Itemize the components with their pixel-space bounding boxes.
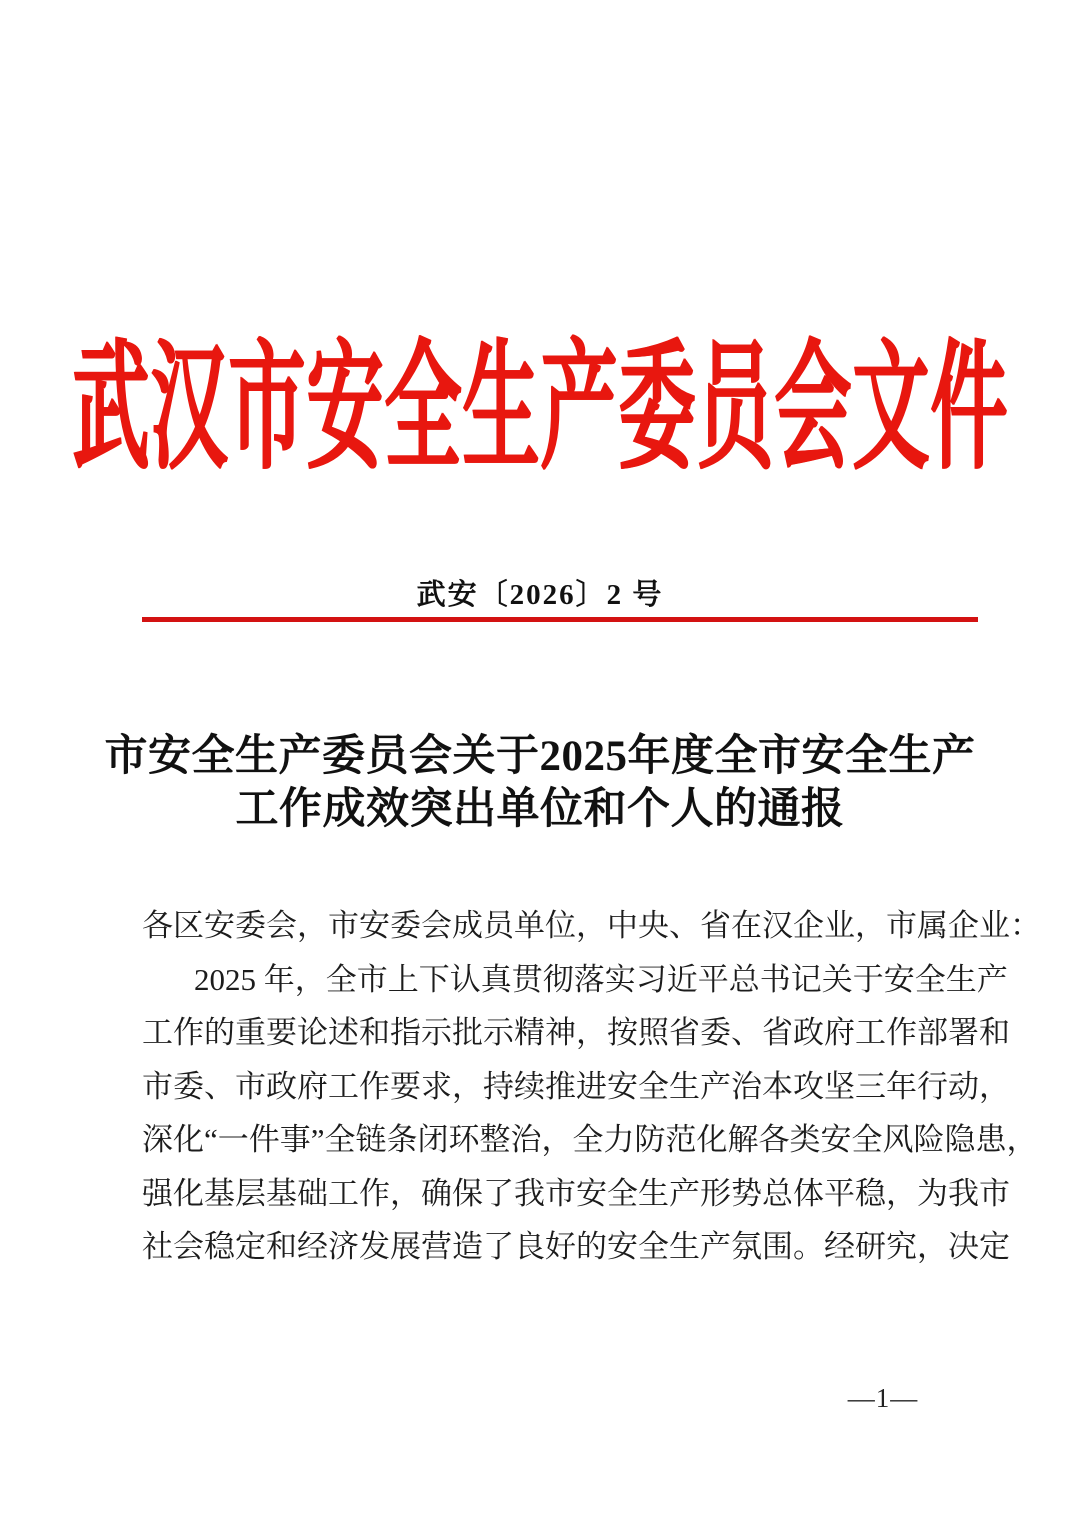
salutation-line: 各区安委会，市安委会成员单位，中央、省在汉企业，市属企业： <box>142 908 1041 943</box>
issuing-agency-title: 武汉市安全生产委员会文件 <box>72 329 1008 487</box>
document-title-line-1: 市安全生产委员会关于2025年度全市安全生产 <box>104 733 976 780</box>
red-separator-line <box>142 617 978 622</box>
document-title <box>90 730 990 836</box>
body-line: 强化基层基础工作，确保了我市安全生产形势总体平稳，为我市 <box>142 1175 1010 1211</box>
body-line: 2025 年，全市上下认真贯彻落实习近平总书记关于安全生产 <box>194 961 1008 997</box>
document-number: 武安〔2026〕2 号 <box>416 579 664 611</box>
body-line: 社会稳定和经济发展营造了良好的安全生产氛围。经研究，决定 <box>142 1229 1010 1264</box>
red-header-banner <box>0 318 1080 487</box>
page-number: —1— <box>847 1383 919 1413</box>
body-line: 工作的重要论述和指示批示精神，按照省委、省政府工作部署和 <box>142 1015 1010 1050</box>
document-title-line-2: 工作成效突出单位和个人的通报 <box>235 786 845 833</box>
body-line: 深化“一件事”全链条闭环整治，全力防范化解各类安全风险隐患， <box>142 1122 1038 1157</box>
document-body <box>142 899 1041 1274</box>
body-line: 市委、市政府工作要求，持续推进安全生产治本攻坚三年行动， <box>142 1068 1010 1104</box>
